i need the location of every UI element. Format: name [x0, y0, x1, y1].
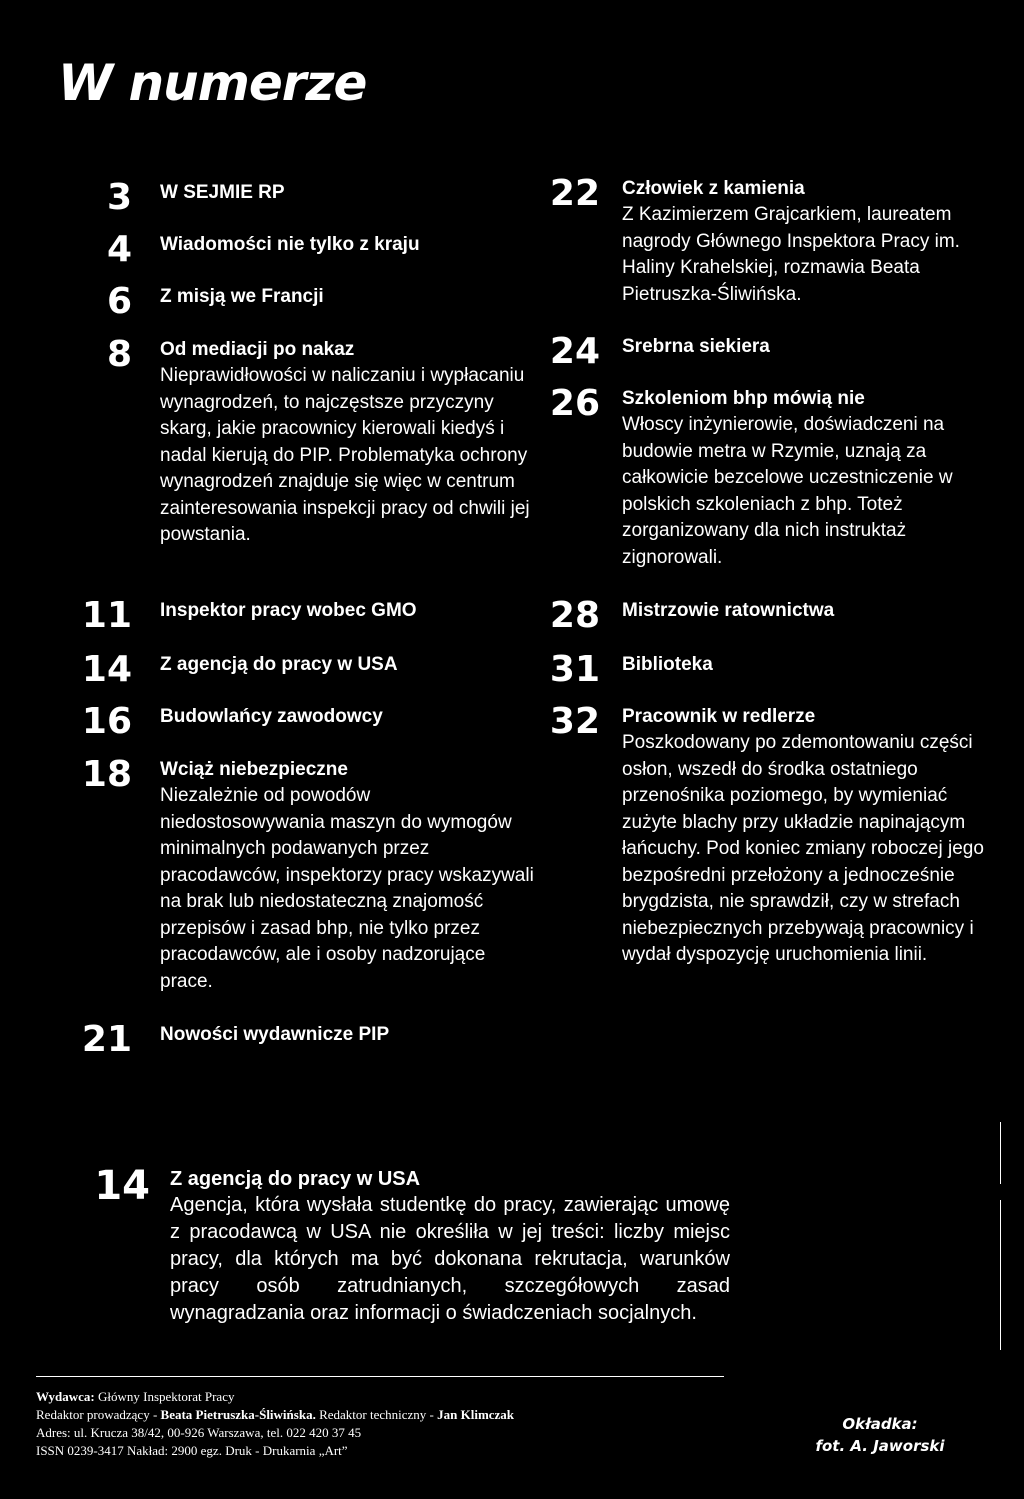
page-number: 26 [549, 383, 600, 424]
page-number: 4 [106, 229, 132, 270]
entry-title: Nowości wydawnicze PIP [160, 1024, 390, 1045]
entry-title: Człowiek z kamienia [622, 178, 805, 199]
editor: Beata Pietruszka-Śliwińska. [160, 1407, 316, 1422]
entry-title: Od mediacji po nakaz [160, 339, 355, 360]
publisher: Główny Inspektorat Pracy [98, 1389, 235, 1404]
page-number: 14 [94, 1163, 150, 1209]
page-title: W numerze [58, 54, 367, 112]
entry-title: Pracownik w redlerze [622, 706, 816, 727]
entry-title: Z agencją do pracy w USA [170, 1168, 421, 1190]
cover-photographer: fot. A. Jaworski [815, 1437, 945, 1455]
entry-title: Wciąż niebezpieczne [160, 759, 348, 780]
entry-title: Budowlańcy zawodowcy [160, 706, 383, 727]
page-number: 28 [549, 595, 600, 636]
entry-title: Biblioteka [622, 654, 713, 675]
address: Adres: ul. Krucza 38/42, 00-926 Warszawa, tel. 022 420 37 45 [36, 1425, 362, 1440]
entry-summary: Włoscy inżynierowie, doświadczeni na budowie metra w Rzymie, uznają za całkowicie bezcelowe uczestniczenie w polskich szkoleniach z bhp. Toteż zorganizowany dla nich instruktaż zignorowali. [622, 414, 953, 568]
issn: ISSN 0239-3417 Nakład: 2900 egz. Druk - Drukarnia „Art” [36, 1443, 348, 1458]
editor-label: Redaktor prowadzący - [36, 1407, 161, 1422]
entry-title: Srebrna siekiera [622, 336, 770, 357]
page-number: 8 [106, 334, 132, 375]
page-number: 32 [549, 701, 600, 742]
divider [36, 1376, 724, 1377]
entry-title: W SEJMIE RP [160, 182, 285, 203]
page-number: 3 [106, 177, 132, 218]
page-number: 18 [81, 754, 132, 795]
tech-editor-label: Redaktor techniczny - [315, 1407, 438, 1422]
entry-summary: Agencja, która wysłała studentkę do pracy, zawierając umowę z pracodawcą w USA nie określiła w jej treści: liczby miejsc pracy, dla których ma być dokonana rekrutacja, warunków pracy osób zatrudnianych, szczegółowych zasad wynagradzania oraz informacji o świadczeniach socjalnych. [170, 1194, 730, 1324]
entry-summary: Nieprawidłowości w naliczaniu i wypłacaniu wynagrodzeń, to najczęstsze przyczyny skarg, jakie pracownicy kierowali kiedyś i nadal kierują do PIP. Problematyka ochrony wynagrodzeń znajduje się więc w centrum zainteresowania inspekcji pracy od chwili jej powstania. [160, 365, 530, 545]
entry-title: Szkoleniom bhp mówią nie [622, 388, 865, 409]
page-number: 22 [549, 173, 600, 214]
page-number: 31 [549, 649, 600, 690]
edge-line [1000, 1122, 1001, 1184]
entry-summary: Z Kazimierzem Grajcarkiem, laureatem nagrody Głównego Inspektora Pracy im. Haliny Krahelskiej, rozmawia Beata Pietruszka-Śliwińska. [622, 204, 960, 305]
page-number: 11 [81, 595, 132, 636]
entry-title: Mistrzowie ratownictwa [622, 600, 835, 621]
cover-credit [790, 1413, 970, 1457]
page-number: 14 [81, 649, 132, 690]
page-number: 6 [106, 281, 132, 322]
entry-title: Inspektor pracy wobec GMO [160, 600, 417, 621]
imprint [36, 1388, 736, 1460]
tech-editor: Jan Klimczak [437, 1407, 515, 1422]
entry-summary: Poszkodowany po zdemontowaniu części osłon, wszedł do środka ostatniego przenośnika poziomego, by wymieniać zużyte blachy przy układzie napinającym łańcuchy. Pod koniec zmiany roboczej jego bezpośredni przełożony a jednocześnie brygdzista, nie sprawdził, czy w strefach niebezpiecznych przebywają pracownicy i wydał dyspozycję uruchomienia linii. [622, 732, 984, 965]
entry-title: Z misją we Francji [160, 286, 324, 307]
entry-summary: Niezależnie od powodów niedostosowywania maszyn do wymogów minimalnych podawanych przez pracodawców, inspektorzy pracy wskazywali na brak lub niedostateczną znajomość przepisów i zasad bhp, nie tylko przez pracodawców, ale i osoby nadzorujące prace. [160, 785, 534, 992]
page-number: 24 [549, 331, 600, 372]
entry-title: Z agencją do pracy w USA [160, 654, 398, 675]
publisher-label: Wydawca: [36, 1389, 95, 1404]
page-number: 16 [81, 701, 132, 742]
entry-title: Wiadomości nie tylko z kraju [160, 234, 420, 255]
cover-label: Okładka: [842, 1415, 918, 1433]
page-number: 21 [81, 1019, 132, 1060]
edge-line [1000, 1200, 1001, 1350]
